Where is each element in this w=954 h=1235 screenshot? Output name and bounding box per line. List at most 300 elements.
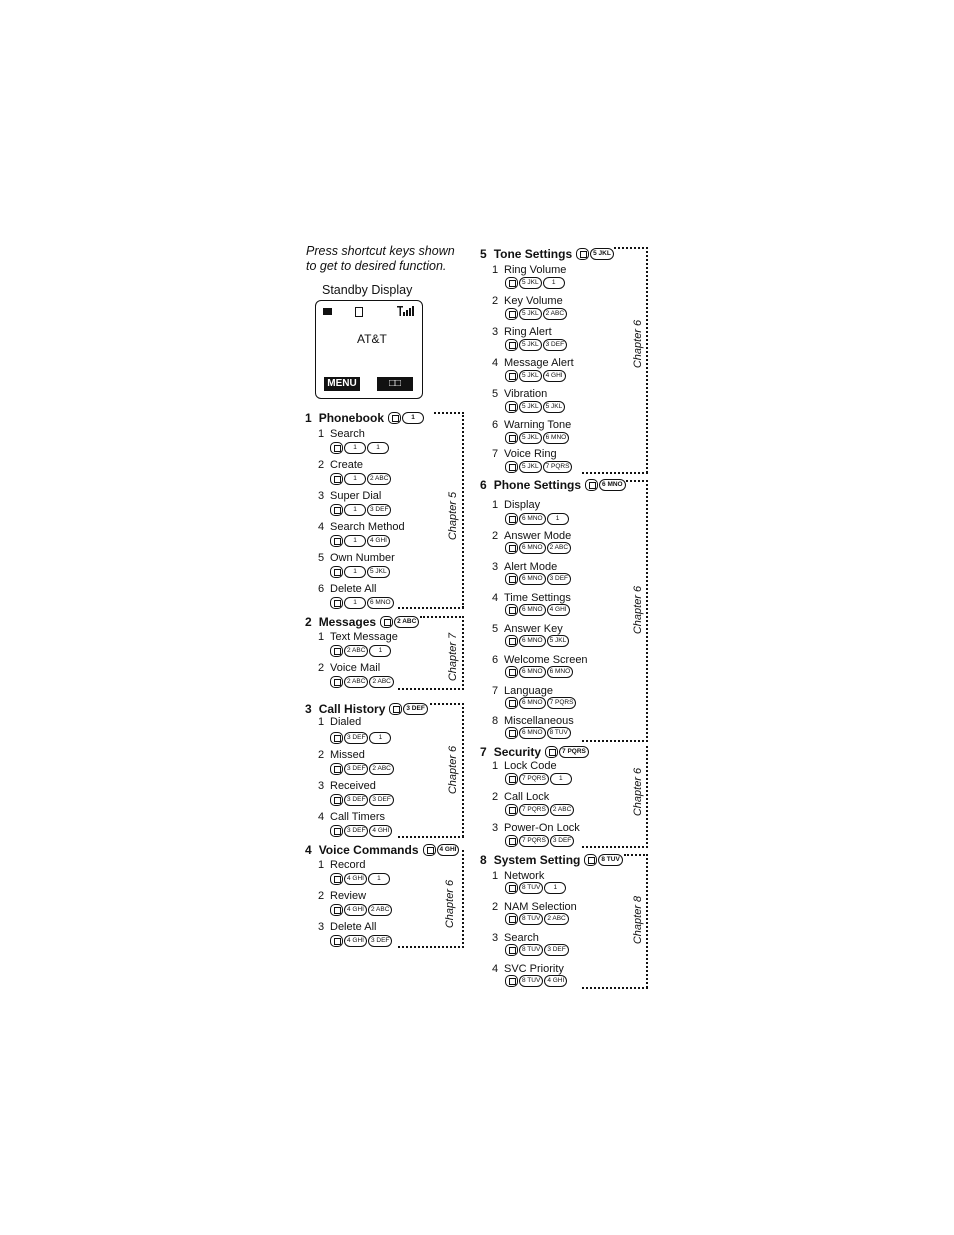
item-number: 3 [492, 326, 499, 338]
key-3-icon: 3 DEF [344, 763, 368, 775]
shortcut-keys [505, 277, 565, 289]
bracket-side [462, 850, 464, 948]
key-4-icon: 4 GHI [369, 825, 392, 837]
item-label: Dialed [330, 716, 362, 728]
key-4-icon: 4 GHI [344, 904, 367, 916]
menu-key-icon [505, 635, 518, 647]
phonebook-softkey[interactable]: □□ [377, 377, 413, 391]
shortcut-keys [330, 935, 392, 947]
key-5-icon: 5 JKL [519, 308, 542, 320]
shortcut-keys [330, 504, 391, 516]
item-label: Key Volume [504, 295, 563, 307]
key-2-icon: 2 ABC [544, 913, 568, 925]
section-shortcut [380, 616, 419, 628]
bracket-side [462, 616, 464, 690]
list-item [318, 780, 376, 792]
list-item [318, 662, 380, 674]
menu-key-icon [330, 566, 343, 578]
item-number: 1 [492, 870, 499, 882]
shortcut-keys [505, 513, 569, 525]
key-4-icon: 4 GHI [437, 844, 460, 856]
key-5-icon: 5 JKL [519, 370, 542, 382]
key-6-icon: 6 MNO [519, 604, 546, 616]
chapter-label: Chapter 6 [447, 745, 459, 795]
list-item [492, 685, 553, 697]
shortcut-keys [505, 835, 574, 847]
key-2-icon: 2 ABC [367, 473, 391, 485]
key-5-icon: 5 JKL [519, 432, 542, 444]
key-6-icon: 6 MNO [519, 727, 546, 739]
item-number: 2 [318, 662, 325, 674]
bracket-side [646, 247, 648, 473]
list-item [492, 530, 571, 542]
list-item [492, 419, 571, 431]
shortcut-keys [330, 763, 394, 775]
section-tone-settings [480, 247, 614, 261]
menu-key-icon [505, 573, 518, 585]
key-2-icon: 2 ABC [543, 308, 567, 320]
item-label: Network [504, 870, 545, 882]
key-4-icon: 4 GHI [344, 873, 367, 885]
key-1-icon: 1 [543, 277, 565, 289]
menu-key-icon [330, 535, 343, 547]
key-3-icon: 3 DEF [544, 944, 568, 956]
list-item [492, 901, 577, 913]
menu-key-icon [505, 913, 518, 925]
item-number: 7 [492, 685, 499, 697]
key-7-icon: 7 PQRS [547, 697, 577, 709]
list-item [318, 552, 395, 564]
item-label: Power-On Lock [504, 822, 580, 834]
key-1-icon: 1 [368, 873, 390, 885]
list-item [492, 499, 540, 511]
key-3-icon: 3 DEF [543, 339, 567, 351]
menu-key-icon [330, 504, 343, 516]
list-item [492, 654, 588, 666]
item-label: Answer Key [504, 623, 563, 635]
shortcut-keys [505, 944, 569, 956]
item-label: Miscellaneous [504, 715, 574, 727]
list-item [492, 448, 557, 460]
item-number: 3 [492, 932, 499, 944]
item-label: Record [330, 859, 366, 871]
list-item [318, 890, 366, 902]
shortcut-keys [505, 604, 570, 616]
menu-key-icon [330, 794, 343, 806]
item-number: 7 [492, 448, 499, 460]
key-6-icon: 6 MNO [547, 666, 574, 678]
key-5-icon: 5 JKL [519, 461, 542, 473]
menu-key-icon [505, 461, 518, 473]
key-3-icon: 3 DEF [344, 794, 368, 806]
key-6-icon: 6 MNO [519, 666, 546, 678]
key-7-icon: 7 PQRS [519, 773, 549, 785]
list-item [492, 264, 566, 276]
item-label: Call Timers [330, 811, 386, 823]
key-2-icon: 2 ABC [368, 904, 392, 916]
key-5-icon: 5 JKL [543, 401, 566, 413]
item-number: 6 [492, 419, 499, 431]
item-number: 2 [492, 295, 499, 307]
menu-key-icon [505, 975, 518, 987]
list-item [492, 357, 574, 369]
section-shortcut [584, 854, 622, 866]
menu-key-icon [330, 676, 343, 688]
key-5-icon: 5 JKL [519, 339, 542, 351]
section-shortcut [585, 479, 626, 491]
menu-key-icon [505, 804, 518, 816]
menu-key-icon [330, 825, 343, 837]
shortcut-keys [330, 904, 392, 916]
section-shortcut [423, 844, 460, 856]
item-label: Welcome Screen [504, 654, 588, 666]
item-number: 3 [492, 822, 499, 834]
key-1-icon: 1 [344, 566, 366, 578]
bracket-bottom [398, 688, 464, 690]
key-1-icon: 1 [344, 535, 366, 547]
key-1-icon: 1 [344, 597, 366, 609]
item-label: Warning Tone [504, 419, 572, 431]
key-4-icon: 4 GHI [344, 935, 367, 947]
menu-key-icon [505, 370, 518, 382]
section-messages [305, 615, 419, 629]
item-label: Message Alert [504, 357, 574, 369]
shortcut-keys [505, 882, 566, 894]
key-4-icon: 4 GHI [544, 975, 567, 987]
key-4-icon: 4 GHI [543, 370, 566, 382]
bracket-side [462, 703, 464, 837]
shortcut-keys [505, 339, 567, 351]
key-1-icon: 1 [369, 732, 391, 744]
key-8-icon: 8 TUV [547, 727, 571, 739]
shortcut-keys [330, 645, 391, 657]
shortcut-keys [505, 697, 576, 709]
item-number: 1 [492, 499, 499, 511]
list-item [492, 963, 564, 975]
key-1-icon: 1 [344, 442, 366, 454]
item-number: 1 [318, 716, 325, 728]
menu-key-icon [505, 773, 518, 785]
item-label: Alert Mode [504, 561, 558, 573]
item-label: Create [330, 459, 364, 471]
key-1-icon: 1 [344, 504, 366, 516]
menu-key-icon [505, 432, 518, 444]
list-item [318, 459, 363, 471]
carrier-name: AT&T [357, 332, 387, 346]
item-number: 8 [492, 715, 499, 727]
key-1-icon: 1 [547, 513, 569, 525]
item-number: 1 [492, 264, 499, 276]
chapter-label: Chapter 6 [632, 585, 644, 635]
key-6-icon: 6 MNO [367, 597, 394, 609]
menu-key-icon [505, 697, 518, 709]
menu-key-icon [330, 763, 343, 775]
section-voice-commands [305, 843, 459, 857]
item-label: Voice Mail [330, 662, 381, 674]
section-number: 5 [480, 247, 487, 261]
section-title: Messages [318, 615, 377, 629]
shortcut-keys [330, 825, 392, 837]
item-number: 2 [492, 901, 499, 913]
list-item [492, 561, 557, 573]
menu-key-icon [423, 844, 436, 856]
key-2-icon: 2 ABC [344, 676, 368, 688]
list-item [492, 870, 544, 882]
shortcut-keys [330, 732, 391, 744]
chapter-label: Chapter 6 [632, 767, 644, 817]
item-number: 5 [492, 623, 499, 635]
section-phonebook [305, 411, 424, 425]
item-number: 2 [318, 459, 325, 471]
item-label: Vibration [504, 388, 548, 400]
item-number: 2 [492, 791, 499, 803]
key-6-icon: 6 MNO [519, 697, 546, 709]
shortcut-keys [330, 566, 390, 578]
shortcut-keys [330, 597, 394, 609]
key-7-icon: 7 PQRS [519, 835, 549, 847]
section-title: Voice Commands [318, 843, 419, 857]
item-number: 5 [318, 552, 325, 564]
key-1-icon: 1 [369, 645, 391, 657]
list-item [318, 428, 365, 440]
key-1-icon: 1 [344, 473, 366, 485]
chapter-label: Chapter 6 [632, 319, 644, 369]
menu-key-icon [505, 944, 518, 956]
item-number: 1 [318, 428, 325, 440]
menu-softkey[interactable]: MENU [324, 377, 360, 391]
menu-key-icon [505, 277, 518, 289]
key-5-icon: 5 JKL [367, 566, 390, 578]
item-number: 2 [318, 890, 325, 902]
section-shortcut [388, 412, 424, 424]
item-number: 5 [492, 388, 499, 400]
key-7-icon: 7 PQRS [543, 461, 573, 473]
status-icon [355, 307, 363, 317]
item-label: Own Number [330, 552, 395, 564]
section-shortcut [389, 703, 427, 715]
list-item [492, 623, 563, 635]
item-label: Delete All [330, 583, 377, 595]
item-label: Received [330, 780, 376, 792]
item-number: 2 [318, 749, 325, 761]
item-label: Review [330, 890, 367, 902]
key-6-icon: 6 MNO [543, 432, 570, 444]
shortcut-keys [505, 773, 572, 785]
item-number: 1 [318, 631, 325, 643]
standby-display-title: Standby Display [322, 283, 413, 297]
item-number: 6 [492, 654, 499, 666]
key-8-icon: 8 TUV [519, 913, 543, 925]
section-number: 3 [305, 702, 312, 716]
key-6-icon: 6 MNO [519, 573, 546, 585]
key-2-icon: 2 ABC [369, 676, 393, 688]
signal-icon [397, 306, 415, 316]
item-label: Ring Alert [504, 326, 552, 338]
key-4-icon: 4 GHI [547, 604, 570, 616]
menu-key-icon [505, 666, 518, 678]
shortcut-keys [330, 794, 394, 806]
menu-key-icon [388, 412, 401, 424]
key-5-icon: 5 JKL [547, 635, 570, 647]
menu-key-icon [505, 882, 518, 894]
item-label: NAM Selection [504, 901, 577, 913]
battery-icon [323, 308, 332, 315]
bracket-top [420, 616, 464, 618]
bracket-top [626, 480, 648, 482]
key-3-icon: 3 DEF [550, 835, 574, 847]
key-4-icon: 4 GHI [367, 535, 390, 547]
section-number: 6 [480, 478, 487, 492]
menu-key-icon [505, 308, 518, 320]
item-number: 4 [492, 357, 499, 369]
shortcut-keys [505, 975, 567, 987]
menu-key-icon [380, 616, 393, 628]
list-item [492, 715, 574, 727]
key-1-icon: 1 [402, 412, 424, 424]
key-8-icon: 8 TUV [519, 975, 543, 987]
section-phone-settings [480, 478, 626, 492]
bracket-bottom [582, 740, 648, 742]
key-8-icon: 8 TUV [519, 882, 543, 894]
key-5-icon: 5 JKL [590, 248, 614, 260]
menu-key-icon [330, 935, 343, 947]
shortcut-keys [330, 676, 394, 688]
section-title: System Setting [493, 853, 581, 867]
shortcut-keys [505, 461, 572, 473]
list-item [492, 388, 547, 400]
list-item [318, 811, 385, 823]
bracket-bottom [398, 607, 464, 609]
bracket-side [646, 746, 648, 848]
menu-key-icon [585, 479, 598, 491]
item-number: 4 [318, 811, 325, 823]
menu-key-icon [584, 854, 597, 866]
menu-key-icon [545, 746, 558, 758]
key-6-icon: 6 MNO [599, 479, 626, 491]
item-number: 4 [492, 592, 499, 604]
key-3-icon: 3 DEF [369, 794, 393, 806]
bracket-side [462, 412, 464, 608]
shortcut-keys [505, 370, 566, 382]
bracket-bottom [582, 472, 648, 474]
item-number: 3 [318, 490, 325, 502]
section-number: 1 [305, 411, 312, 425]
chapter-label: Chapter 5 [447, 491, 459, 541]
bracket-bottom [582, 846, 648, 848]
key-2-icon: 2 ABC [394, 616, 419, 628]
bracket-top [430, 703, 464, 705]
menu-key-icon [505, 835, 518, 847]
item-number: 3 [318, 780, 325, 792]
menu-key-icon [505, 401, 518, 413]
item-number: 3 [318, 921, 325, 933]
key-8-icon: 8 TUV [598, 854, 622, 866]
key-6-icon: 6 MNO [519, 635, 546, 647]
item-number: 4 [492, 963, 499, 975]
key-2-icon: 2 ABC [369, 763, 393, 775]
item-label: Call Lock [504, 791, 550, 803]
list-item [318, 583, 376, 595]
list-item [318, 631, 398, 643]
menu-key-icon [330, 473, 343, 485]
item-label: Time Settings [504, 592, 571, 604]
shortcut-keys [505, 401, 565, 413]
section-shortcut [576, 248, 614, 260]
key-3-icon: 3 DEF [547, 573, 571, 585]
menu-key-icon [330, 645, 343, 657]
list-item [318, 490, 381, 502]
section-system-setting [480, 853, 623, 867]
item-label: SVC Priority [504, 963, 564, 975]
item-label: Ring Volume [504, 264, 567, 276]
menu-key-icon [505, 604, 518, 616]
section-number: 4 [305, 843, 312, 857]
standby-display-screen [315, 300, 423, 399]
section-number: 2 [305, 615, 312, 629]
key-1-icon: 1 [544, 882, 566, 894]
list-item [318, 921, 376, 933]
menu-key-icon [330, 873, 343, 885]
shortcut-keys [505, 308, 567, 320]
list-item [492, 326, 552, 338]
item-label: Search [330, 428, 365, 440]
key-7-icon: 7 PQRS [559, 746, 589, 758]
key-3-icon: 3 DEF [403, 703, 427, 715]
shortcut-keys [330, 442, 389, 454]
section-title: Phonebook [318, 411, 385, 425]
list-item [318, 749, 365, 761]
key-3-icon: 3 DEF [344, 825, 368, 837]
menu-key-icon [505, 727, 518, 739]
key-1-icon: 1 [367, 442, 389, 454]
menu-key-icon [330, 732, 343, 744]
menu-key-icon [330, 904, 343, 916]
menu-key-icon [505, 339, 518, 351]
key-1-icon: 1 [550, 773, 572, 785]
section-number: 8 [480, 853, 487, 867]
item-number: 6 [318, 583, 325, 595]
section-title: Call History [318, 702, 386, 716]
item-number: 2 [492, 530, 499, 542]
bracket-top [434, 412, 464, 414]
section-shortcut [545, 746, 589, 758]
menu-key-icon [505, 542, 518, 554]
key-8-icon: 8 TUV [519, 944, 543, 956]
menu-key-icon [576, 248, 589, 260]
item-label: Delete All [330, 921, 377, 933]
shortcut-keys [505, 913, 569, 925]
item-number: 1 [492, 760, 499, 772]
item-label: Voice Ring [504, 448, 557, 460]
chapter-label: Chapter 8 [632, 895, 644, 945]
shortcut-keys [330, 873, 390, 885]
key-2-icon: 2 ABC [547, 542, 571, 554]
shortcut-keys [505, 573, 571, 585]
item-label: Answer Mode [504, 530, 572, 542]
key-2-icon: 2 ABC [344, 645, 368, 657]
key-6-icon: 6 MNO [519, 513, 546, 525]
item-label: Search Method [330, 521, 405, 533]
menu-key-icon [389, 703, 402, 715]
key-7-icon: 7 PQRS [519, 804, 549, 816]
item-label: Language [504, 685, 553, 697]
bracket-side [646, 480, 648, 742]
shortcut-keys [330, 535, 390, 547]
bracket-side [646, 854, 648, 988]
chapter-label: Chapter 6 [444, 879, 456, 929]
key-5-icon: 5 JKL [519, 401, 542, 413]
section-number: 7 [480, 745, 487, 759]
